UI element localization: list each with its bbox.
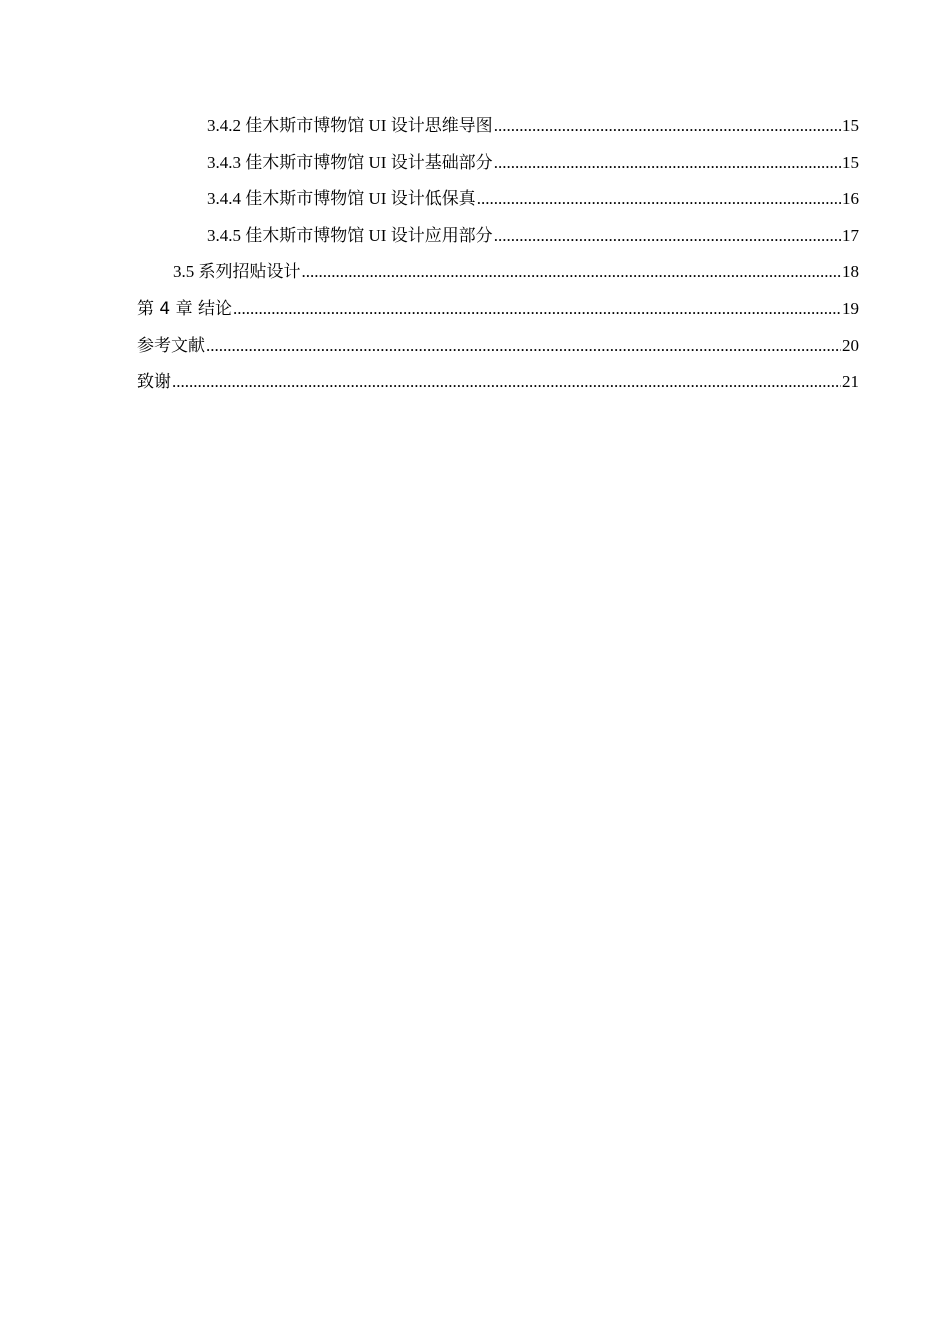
toc-entry-page: 15 xyxy=(842,152,859,172)
toc-entry-page: 15 xyxy=(842,116,859,135)
toc-entry-title: 3.4.4 佳木斯市博物馆 UI 设计低保真 xyxy=(207,189,476,209)
toc-entry-page: 21 xyxy=(842,372,859,392)
toc-entry-page: 16 xyxy=(842,189,859,209)
toc-dot-leader xyxy=(494,148,841,178)
toc-dot-leader xyxy=(477,184,841,214)
toc-entry-3-5[interactable] xyxy=(137,257,859,294)
toc-entry-acknowledgements[interactable] xyxy=(137,367,859,404)
toc-dot-leader xyxy=(302,257,842,287)
toc-entry-title: 3.4.5 佳木斯市博物馆 UI 设计应用部分 xyxy=(207,225,493,245)
toc-dot-leader xyxy=(233,294,841,324)
toc-dot-leader xyxy=(494,221,841,251)
toc-entry-3-4-5[interactable] xyxy=(137,221,859,258)
toc-entry-title: 第 4 章 结论 xyxy=(137,298,233,319)
toc-entry-chapter-4[interactable] xyxy=(137,294,859,331)
toc-entry-page: 18 xyxy=(842,262,859,282)
toc-entry-page: 17 xyxy=(842,225,859,245)
toc-entry-title: 3.4.2 佳木斯市博物馆 UI 设计思维导图 xyxy=(207,116,493,135)
toc-entry-page: 20 xyxy=(842,335,859,355)
table-of-contents xyxy=(137,111,859,404)
toc-dot-leader xyxy=(172,367,841,397)
toc-dot-leader xyxy=(206,331,841,361)
toc-entry-references[interactable] xyxy=(137,331,859,368)
toc-entry-3-4-3[interactable] xyxy=(137,148,859,185)
toc-dot-leader xyxy=(494,111,841,141)
toc-entry-title: 3.4.3 佳木斯市博物馆 UI 设计基础部分 xyxy=(207,152,493,172)
toc-entry-3-4-4[interactable] xyxy=(137,184,859,221)
toc-entry-title: 参考文献 xyxy=(137,335,205,356)
toc-entry-title: 3.5 系列招贴设计 xyxy=(173,262,301,282)
toc-entry-page: 19 xyxy=(842,298,859,318)
toc-entry-3-4-2[interactable] xyxy=(137,111,859,148)
toc-entry-title: 致谢 xyxy=(137,372,171,393)
